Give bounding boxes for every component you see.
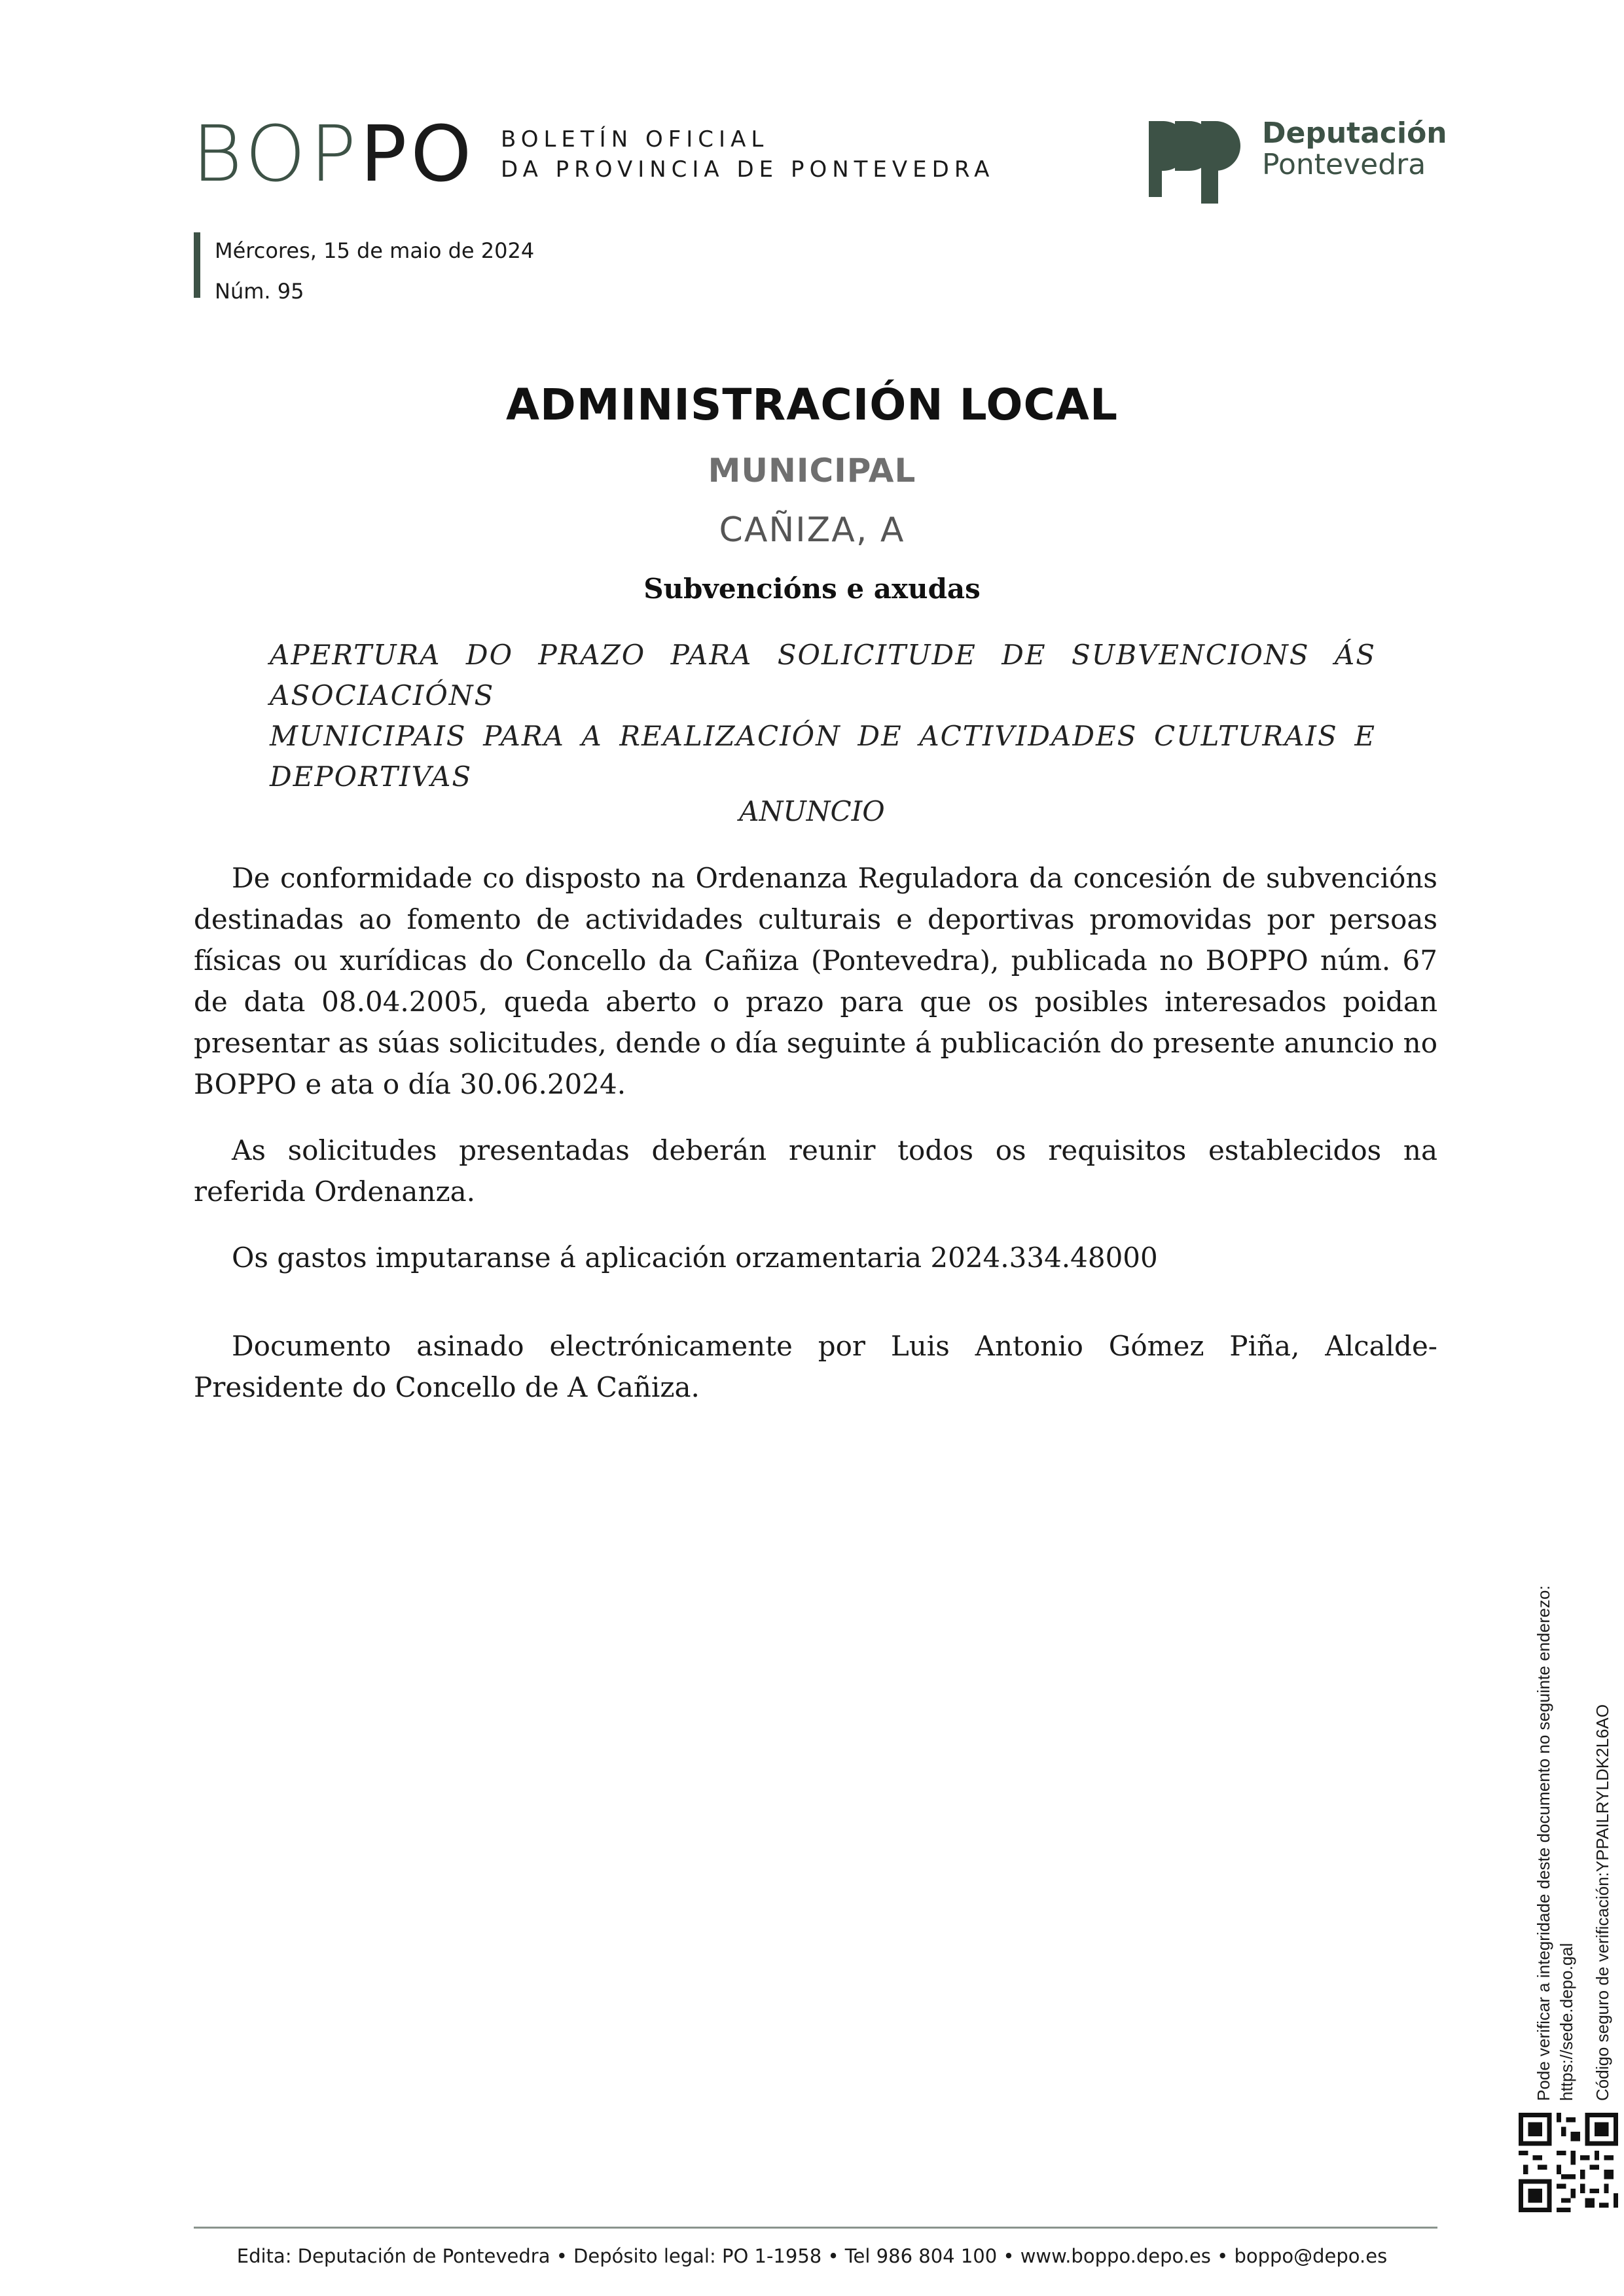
footer-divider xyxy=(194,2227,1437,2229)
qr-code-icon xyxy=(1519,2113,1618,2212)
logo-part-a: BOP xyxy=(192,109,361,199)
verification-text: Pode verificar a integridade deste documento no seguinte enderezo: xyxy=(1534,1585,1553,2101)
issue-accent-bar xyxy=(194,232,200,298)
body-paragraph: Os gastos imputaranse á aplicación orzamentaria 2024.334.48000 xyxy=(232,1242,1158,1274)
bulletin-subtitle-line1: BOLETÍN OFICIAL xyxy=(501,126,769,152)
municipality-name: CAÑIZA, A xyxy=(719,511,905,550)
deputacion-name xyxy=(1262,118,1447,181)
org-name-line1: Deputación xyxy=(1262,117,1447,150)
issue-number: Núm. 95 xyxy=(215,279,304,304)
announcement-title-line2: MUNICIPAIS PARA A REALIZACIÓN DE ACTIVIDADES CULTURAIS E DEPORTIVAS xyxy=(270,720,1376,793)
deputacion-logo-icon xyxy=(1149,115,1247,205)
section-subtitle: MUNICIPAL xyxy=(708,452,916,490)
issue-info xyxy=(215,230,534,312)
issue-date: Mércores, 15 de maio de 2024 xyxy=(215,238,535,263)
signature-paragraph: Documento asinado electrónicamente por Luis Antonio Gómez Piña, Alcalde-Presidente do Concello de A Cañiza. xyxy=(194,1330,1437,1403)
category-label: Subvencións e axudas xyxy=(643,573,981,605)
announcement-title xyxy=(270,635,1376,797)
verification-url[interactable]: https://sede.depo.gal xyxy=(1557,1943,1576,2101)
section-title: ADMINISTRACIÓN LOCAL xyxy=(505,380,1119,430)
boppo-logo xyxy=(192,109,476,199)
verification-code: Código seguro de verificación:YPPAILRYLDK2L6AO xyxy=(1593,1704,1612,2101)
footer-info: Edita: Deputación de Pontevedra • Depósito legal: PO 1-1958 • Tel 986 804 100 • www.boppo.depo.es • boppo@depo.es xyxy=(236,2245,1388,2267)
announcement-body xyxy=(194,857,1437,1433)
body-paragraph: De conformidade co disposto na Ordenanza Reguladora da concesión de subvencións destinadas ao fomento de actividades culturais e deportivas promovidas por persoas físicas ou xurídicas do Concello da Cañiza (Pontevedra), publicada no BOPPO núm. 67 de data 08.04.2005, queda aberto o prazo para que os posibles interesados poidan presentar as súas solicitudes, dende o día seguinte á publicación do presente anuncio no BOPPO e ata o día 30.06.2024. xyxy=(194,862,1437,1100)
announcement-title-line1: APERTURA DO PRAZO PARA SOLICITUDE DE SUBVENCIONS ÁS ASOCIACIÓNS xyxy=(270,639,1376,711)
body-paragraph: As solicitudes presentadas deberán reunir todos os requisitos establecidos na referida Ordenanza. xyxy=(194,1134,1437,1208)
bulletin-subtitle xyxy=(501,124,994,185)
announcement-heading: ANUNCIO xyxy=(739,795,885,827)
logo-part-b: PO xyxy=(360,109,476,199)
org-name-line2: Pontevedra xyxy=(1262,148,1426,181)
bulletin-subtitle-line2: DA PROVINCIA DE PONTEVEDRA xyxy=(501,156,995,183)
